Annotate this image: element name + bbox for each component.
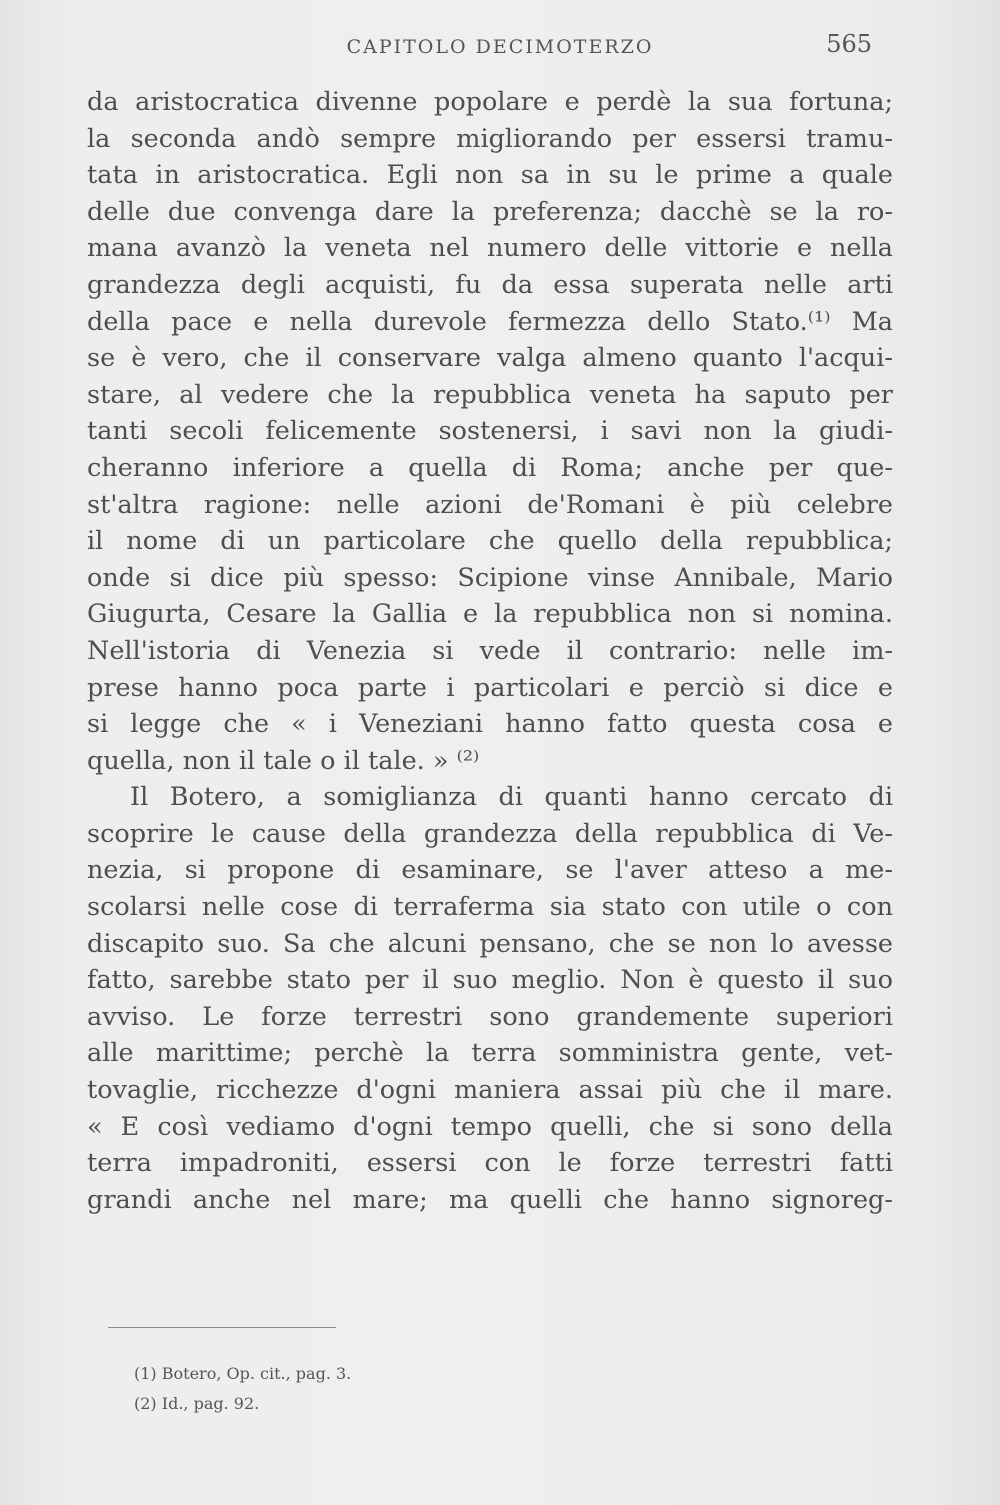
footnote-2: (2) Id., pag. 92. xyxy=(134,1394,260,1413)
text-line: Nell'istoria di Venezia si vede il contrario: nelle im- xyxy=(87,635,893,666)
running-header-title: CAPITOLO DECIMOTERZO xyxy=(346,36,654,58)
text-line: tata in aristocratica. Egli non sa in su le prime a quale xyxy=(87,160,893,191)
text-line: da aristocratica divenne popolare e perdè la sua fortuna; xyxy=(87,87,893,117)
text-line: si legge che « i Veneziani hanno fatto questa cosa e xyxy=(87,709,893,740)
footnote-divider xyxy=(108,1327,336,1328)
text-line-paragraph-start: Il Botero, a somiglianza di quanti hanno cercato di xyxy=(130,782,893,813)
text-line: prese hanno poca parte i particolari e perciò si dice e xyxy=(87,672,893,703)
text-line: cheranno inferiore a quella di Roma; anche per que- xyxy=(87,452,893,483)
text-line: grandi anche nel mare; ma quelli che hanno signoreg- xyxy=(87,1184,893,1215)
text-line: quella, non il tale o il tale. » ⁽²⁾ xyxy=(87,745,480,776)
text-line: « E così vediamo d'ogni tempo quelli, che si sono della xyxy=(87,1111,893,1142)
text-line: stare, al vedere che la repubblica veneta ha saputo per xyxy=(87,379,893,410)
text-line: scoprire le cause della grandezza della repubblica di Ve- xyxy=(87,818,893,849)
text-line: il nome di un particolare che quello della repubblica; xyxy=(87,526,893,557)
text-line: grandezza degli acquisti, fu da essa superata nelle arti xyxy=(87,269,893,300)
text-line: tovaglie, ricchezze d'ogni maniera assai più che il mare. xyxy=(87,1075,893,1106)
text-line: alle marittime; perchè la terra somministra gente, vet- xyxy=(87,1038,893,1069)
text-line: avviso. Le forze terrestri sono grandemente superiori xyxy=(87,1001,893,1032)
text-line: fatto, sarebbe stato per il suo meglio. Non è questo il suo xyxy=(87,965,893,996)
text-line: tanti secoli felicemente sostenersi, i savi non la giudi- xyxy=(87,416,893,447)
body-text xyxy=(87,84,893,1218)
text-line: Giugurta, Cesare la Gallia e la repubblica non si nomina. xyxy=(87,599,893,630)
text-line: onde si dice più spesso: Scipione vinse Annibale, Mario xyxy=(87,562,893,593)
footnote-1: (1) Botero, Op. cit., pag. 3. xyxy=(134,1364,352,1383)
text-line: st'altra ragione: nelle azioni de'Romani è più celebre xyxy=(87,489,893,520)
text-line: terra impadroniti, essersi con le forze terrestri fatti xyxy=(87,1148,893,1179)
page-number: 565 xyxy=(826,30,872,58)
text-line: scolarsi nelle cose di terraferma sia stato con utile o con xyxy=(87,892,893,923)
text-line: delle due convenga dare la preferenza; dacchè se la ro- xyxy=(87,196,893,227)
text-line: della pace e nella durevole fermezza dello Stato.⁽¹⁾ Ma xyxy=(87,306,893,337)
text-line: la seconda andò sempre migliorando per essersi tramu- xyxy=(87,123,893,154)
text-line: discapito suo. Sa che alcuni pensano, che se non lo avesse xyxy=(87,928,893,959)
footnotes xyxy=(134,1359,351,1419)
text-line: nezia, si propone di esaminare, se l'aver atteso a me- xyxy=(87,855,893,886)
text-line: se è vero, che il conservare valga almeno quanto l'acqui- xyxy=(87,343,893,374)
text-line: mana avanzò la veneta nel numero delle vittorie e nella xyxy=(87,233,893,264)
